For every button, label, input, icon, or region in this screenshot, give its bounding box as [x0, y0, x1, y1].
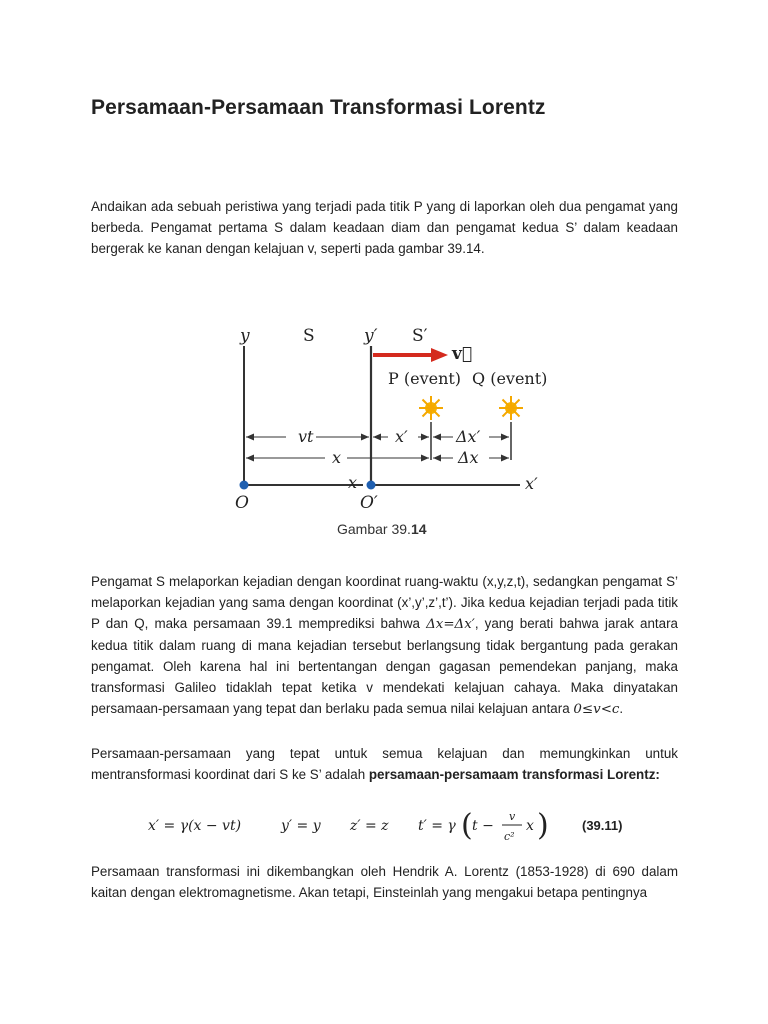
paragraph-history: Persamaan transformasi ini dikembangkan oleh Hendrik A. Lorentz (1853-1928) di 690 dalam kaitan dengan elektromagnetisme. Akan tetapi, Einsteinlah yang mengakui betapa pentingnya [91, 864, 678, 900]
equation-fraction-num: v [509, 810, 516, 823]
star-icon-p [419, 396, 443, 420]
equation-x: x′ = γ(x − vt) [148, 818, 242, 834]
paragraph-intro: Andaikan ada sebuah peristiwa yang terjadi pada titik P yang di laporkan oleh dua pengamat yang berbeda. Pengamat pertama S dalam keadaan diam dan pengamat kedua S’ dalam keadaan bergerak ke kanan dengan kelajuan v, seperti pada gambar 39.14. [91, 199, 678, 256]
equation-number: (39.11) [582, 818, 623, 833]
equation-open-paren: ( [461, 808, 473, 843]
figure-caption [337, 521, 427, 537]
label-delta-x-prime: Δx′ [456, 427, 481, 446]
lorentz-equations [148, 802, 638, 852]
origin-o-prime [367, 481, 376, 490]
velocity-arrowhead [431, 348, 448, 362]
label-delta-x: Δx [458, 448, 479, 467]
caption-prefix: Gambar 39. [337, 521, 411, 537]
paragraph-lorentz-intro [91, 743, 678, 785]
math-velocity-range: 0≤v<c [573, 702, 620, 717]
paragraph-text: Persamaan-persamaan yang tepat untuk semua kelajuan dan memungkinkan untuk mentransformasi koordinat dari S ke S’ adalah [91, 746, 678, 782]
label-x-prime: x′ [395, 427, 408, 446]
equation-fraction-den: c² [504, 830, 515, 843]
equation-close-paren: ) [537, 808, 549, 843]
paragraph-text: Pengamat S melaporkan kejadian dengan koordinat ruang-waktu (x,y,z,t), sedangkan pengamat S’ melaporkan kejadian yang sama dengan koordinat (x’,y’,z’,t’). Jika kedua kejadian terjadi pada titik P dan Q, maka persamaan 39.1 memprediksi bahwa [91, 574, 678, 631]
label-x: x [332, 448, 342, 467]
origin-o [240, 481, 249, 490]
label-q-event: Q (event) [472, 369, 548, 388]
lorentz-frames-figure [228, 318, 558, 508]
equation-x-term: x [526, 818, 534, 834]
caption-number: 14 [410, 521, 427, 537]
label-s: S [303, 326, 315, 346]
label-y-prime: y′ [364, 326, 378, 346]
paragraph-observers [91, 571, 678, 720]
math-delta-x: Δx=Δx′ [426, 617, 475, 632]
label-velocity: v⃗ [452, 344, 473, 364]
label-p-event: P (event) [388, 369, 462, 388]
label-s-prime: S′ [412, 326, 428, 346]
label-x-axis: x [348, 473, 358, 492]
label-origin-o-prime: O′ [360, 493, 378, 508]
equation-z: z′ = z [350, 818, 389, 834]
paragraph-text: . [619, 701, 624, 716]
equation-t-term: t − [472, 818, 494, 834]
label-origin-o: O [235, 493, 249, 508]
page-title: Persamaan-Persamaan Transformasi Lorentz [91, 96, 546, 119]
label-x-prime-axis: x′ [525, 474, 538, 493]
bold-term: persamaan-persamaam transformasi Lorentz: [368, 767, 660, 782]
label-vt: vt [298, 427, 314, 446]
paragraph-text: , yang berati bahwa jarak antara kedua titik dalam ruang di mana kejadian tersebut berlangsung tidak bergantung pada gerakan pengamat. Oleh karena hal ini bertentangan dengan gagasan pemendekan panjang, maka transformasi Galileo tidaklah tepat ketika v mendekati kelajuan cahaya. Maka dinyatakan persamaan-persamaan yang tepat dan berlaku pada semua nilai kelajuan antara [91, 616, 678, 716]
equation-y: y′ = y [281, 818, 321, 834]
label-y: y [240, 326, 250, 346]
star-icon-q [499, 396, 523, 420]
equation-t-lhs: t′ = γ [418, 818, 456, 834]
